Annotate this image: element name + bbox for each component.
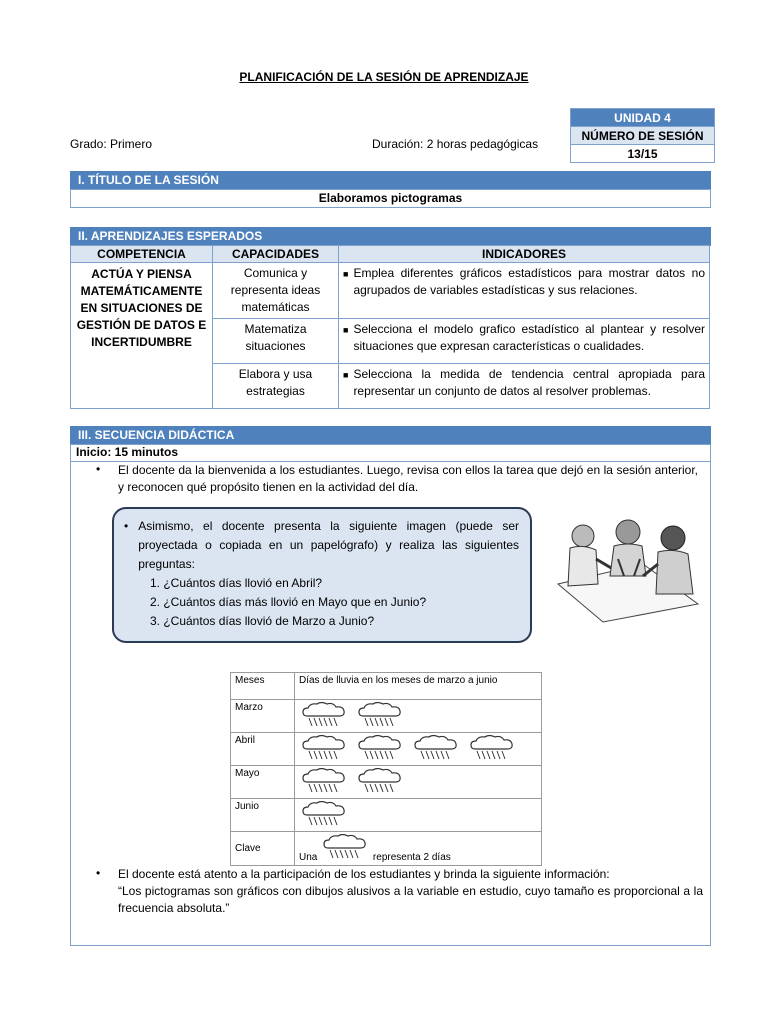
col-competencia: COMPETENCIA xyxy=(71,246,213,263)
rain-cloud-icon xyxy=(299,702,349,728)
table-row xyxy=(231,799,542,832)
pict-clouds xyxy=(295,766,542,799)
capacidad-cell xyxy=(213,263,339,319)
question-item: 2. ¿Cuántos días más llovió en Mayo que en Junio? xyxy=(150,595,427,609)
pict-month: Marzo xyxy=(231,700,295,733)
info-paragraph: El docente está atento a la participación de los estudiantes y brinda la siguiente información: xyxy=(118,867,610,881)
indicador-text: Selecciona la medida de tendencia central apropiada para representar un conjunto de datos al resolver problemas. xyxy=(353,367,705,398)
section-2-heading: II. APRENDIZAJES ESPERADOS xyxy=(70,227,711,246)
capacidad-text: Matematiza situaciones xyxy=(244,322,307,353)
inicio-label xyxy=(70,444,711,462)
definition-quote: “Los pictogramas son gráficos con dibujos alusivos a la variable en estudio, cuyo tamaño es proporcional a la frecuencia absoluta.” xyxy=(118,884,703,915)
rain-cloud-icon xyxy=(299,801,349,827)
questions-box xyxy=(112,507,532,643)
bullet-icon: • xyxy=(96,866,101,880)
section-1-heading: I. TÍTULO DE LA SESIÓN xyxy=(70,171,711,190)
duracion-label: Duración: 2 horas pedagógicas xyxy=(372,137,539,151)
numero-sesion-value: 13/15 xyxy=(571,145,715,163)
clave-rep: representa 2 días xyxy=(372,852,451,863)
aprendizajes-table xyxy=(70,245,710,409)
intro-paragraph: El docente da la bienvenida a los estudiantes. Luego, revisa con ellos la tarea que dejó en la sesión anterior, y reconocen qué propósito tienen en la actividad del día. xyxy=(118,463,698,494)
unidad-table xyxy=(570,108,715,163)
table-row xyxy=(231,766,542,799)
table-row xyxy=(231,733,542,766)
rain-cloud-icon xyxy=(299,768,349,794)
inicio-text: Inicio: 15 minutos xyxy=(76,445,179,459)
capacidad-text: Elabora y usa estrategias xyxy=(238,367,313,398)
pict-clave-cell xyxy=(295,832,542,866)
session-title-box xyxy=(70,189,711,208)
session-title: Elaboramos pictogramas xyxy=(318,191,463,205)
rain-cloud-icon xyxy=(355,768,405,794)
question-item: 1. ¿Cuántos días llovió en Abril? xyxy=(150,576,323,590)
rain-cloud-icon xyxy=(299,735,349,761)
pict-clouds xyxy=(295,733,542,766)
pict-month: Mayo xyxy=(231,766,295,799)
unidad-cell: UNIDAD 4 xyxy=(571,109,715,127)
question-item: 3. ¿Cuántos días llovió de Marzo a Junio? xyxy=(150,614,375,628)
indicador-text: Emplea diferentes gráficos estadísticos para mostrar datos no agrupados de variables estadísticas y sus relaciones. xyxy=(353,266,705,297)
questions-list xyxy=(124,574,519,631)
pictogram-table xyxy=(230,672,542,866)
col-indicadores: INDICADORES xyxy=(339,246,710,263)
children-illustration xyxy=(548,514,710,624)
pict-clouds xyxy=(295,799,542,832)
grado-label: Grado: Primero xyxy=(70,137,153,151)
col-capacidades: CAPACIDADES xyxy=(213,246,339,263)
bullet-icon: • xyxy=(96,462,101,476)
bullet-icon: • xyxy=(124,519,129,533)
rain-cloud-icon xyxy=(355,702,405,728)
rain-cloud-icon xyxy=(411,735,461,761)
numero-sesion-label: NÚMERO DE SESIÓN xyxy=(571,127,715,145)
pict-month: Junio xyxy=(231,799,295,832)
competencia-cell xyxy=(71,263,213,409)
competencia-text: ACTÚA Y PIENSA MATEMÁTICAMENTE EN SITUACIONES DE GESTIÓN DE DATOS E INCERTIDUMBRE xyxy=(76,267,207,349)
box-intro: Asimismo, el docente presenta la siguiente imagen (puede ser proyectada o copiada en un papelógrafo) y realiza las siguientes preguntas: xyxy=(138,519,519,571)
pict-header-meses: Meses xyxy=(231,673,295,700)
pict-clouds xyxy=(295,700,542,733)
pict-clave-label: Clave xyxy=(231,832,295,866)
capacidad-cell xyxy=(213,364,339,409)
indicador-text: Selecciona el modelo grafico estadístico al plantear y resolver situaciones que expresan características o cualidades. xyxy=(353,322,705,353)
clave-una: Una xyxy=(299,852,318,863)
pict-header-dias: Días de lluvia en los meses de marzo a junio xyxy=(295,673,542,700)
table-row xyxy=(231,700,542,733)
capacidad-text: Comunica y representa ideas matemáticas xyxy=(230,266,321,314)
pict-month: Abril xyxy=(231,733,295,766)
table-row xyxy=(231,832,542,866)
indicador-cell: ■ Emplea diferentes gráficos estadísticos para mostrar datos no agrupados de variables estadísticas y sus relaciones. xyxy=(339,263,710,319)
rain-cloud-icon xyxy=(355,735,405,761)
capacidad-cell xyxy=(213,319,339,364)
indicador-cell: ■ Selecciona el modelo grafico estadístico al plantear y resolver situaciones que expresan características o cualidades. xyxy=(339,319,710,364)
rain-cloud-icon xyxy=(467,735,517,761)
rain-cloud-icon xyxy=(320,834,370,863)
indicador-cell: ■ Selecciona la medida de tendencia central apropiada para representar un conjunto de datos al resolver problemas. xyxy=(339,364,710,409)
page-title: PLANIFICACIÓN DE LA SESIÓN DE APRENDIZAJE xyxy=(239,70,529,84)
section-3-heading: III. SECUENCIA DIDÁCTICA xyxy=(70,426,711,445)
